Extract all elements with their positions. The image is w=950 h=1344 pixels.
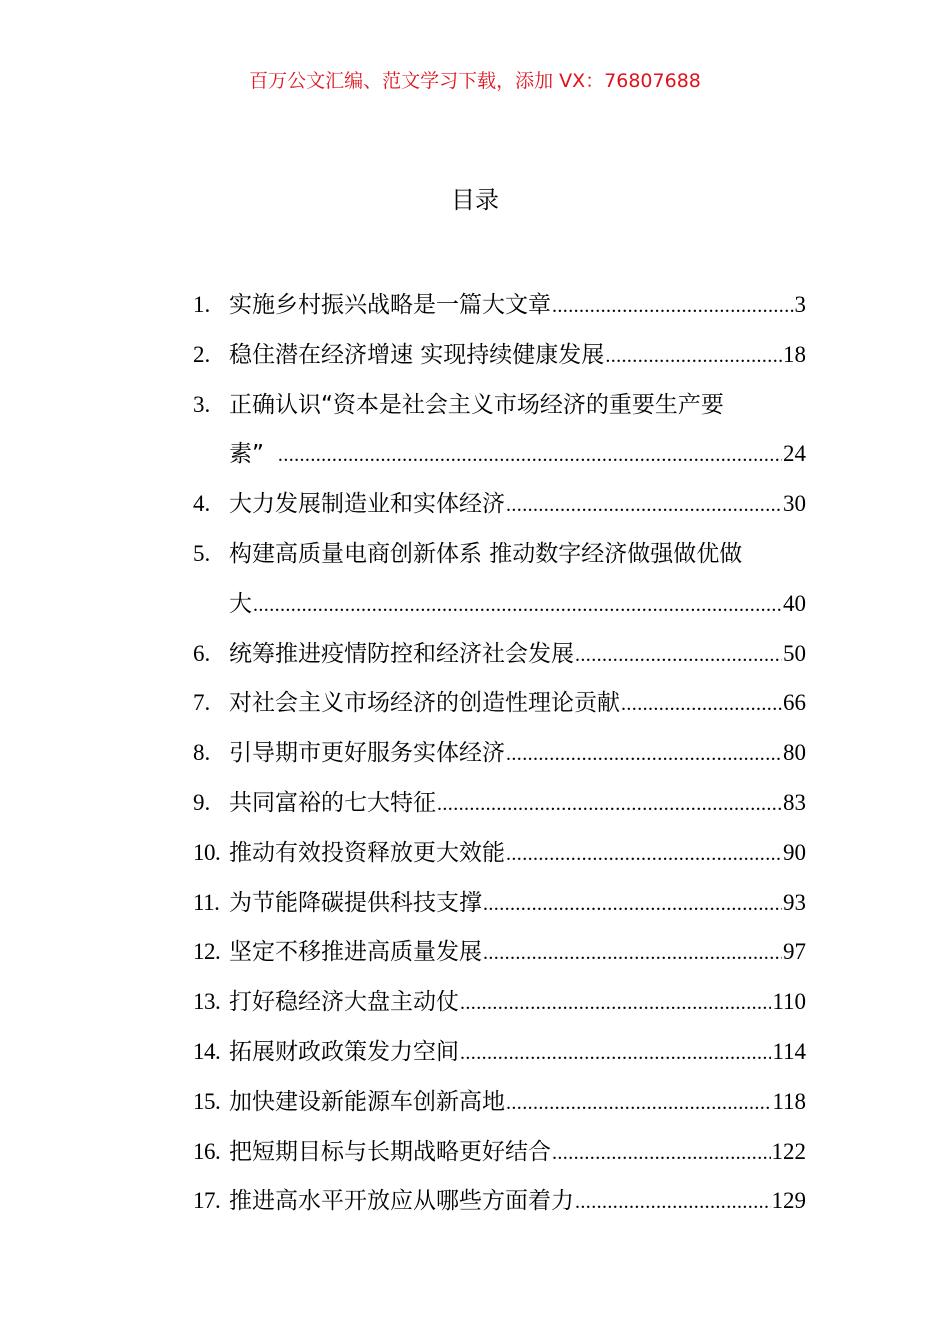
toc-entry[interactable]: [193, 728, 806, 778]
toc-entry[interactable]: [193, 1176, 806, 1226]
toc-entry-number: 16.: [193, 1138, 221, 1164]
toc-entry-page: 80: [783, 740, 806, 766]
toc-entry-page: 66: [783, 690, 806, 716]
toc-entry-number: 7.: [193, 690, 211, 716]
toc-entry-number: 14.: [193, 1038, 221, 1064]
toc-entry-page: 40: [783, 590, 806, 616]
toc-entry-number: 6.: [193, 640, 211, 666]
toc-entry[interactable]: [193, 479, 806, 529]
toc-entry-number: 9.: [193, 789, 211, 815]
toc-entry-title: 坚定不移推进高质量发展: [229, 939, 482, 966]
toc-entry[interactable]: [193, 828, 806, 878]
toc-entry-number: 12.: [193, 939, 221, 965]
dot-leader: [437, 780, 782, 828]
toc-entry-number: 10.: [193, 839, 221, 865]
toc-entry-page: 83: [783, 789, 806, 815]
toc-entry[interactable]: [193, 1077, 806, 1127]
toc-entry-title-line1: 构建高质量电商创新体系 推动数字经济做强做优做: [229, 540, 743, 567]
toc-entry-title-line1: 正确认识“资本是社会主义市场经济的重要生产要: [229, 391, 724, 418]
toc-entry[interactable]: [193, 977, 806, 1027]
dot-leader: [506, 830, 782, 878]
toc-entry-title: 稳住潜在经济增速 实现持续健康发展: [229, 341, 605, 368]
toc-entry-title: 对社会主义市场经济的创造性理论贡献: [229, 690, 620, 717]
toc-entry-number: 1.: [193, 292, 211, 317]
toc-entry-page: 114: [772, 1038, 806, 1064]
toc-entry-page: 30: [783, 491, 806, 517]
toc-entry[interactable]: [193, 778, 806, 828]
dot-leader: [506, 730, 782, 778]
dot-leader: [483, 880, 782, 928]
toc-entry-number: 4.: [193, 491, 211, 517]
toc-entry-title: 加快建设新能源车创新高地: [229, 1088, 505, 1115]
dot-leader: [483, 929, 782, 977]
toc-entry[interactable]: [193, 878, 806, 928]
toc-entry[interactable]: [193, 1127, 806, 1177]
toc-entry-title-line2: 素”: [229, 441, 264, 468]
watermark-banner: 百万公文汇编、范文学习下载，添加 VX：76807688: [249, 70, 701, 92]
toc-entry[interactable]: [193, 678, 806, 728]
toc-entry[interactable]: [193, 280, 806, 330]
toc-entry[interactable]: [193, 330, 806, 380]
toc-entry-number: 11.: [193, 889, 220, 915]
dot-leader: [460, 1029, 771, 1077]
toc-entry-number: 2.: [193, 341, 211, 367]
toc-entry-page: 97: [783, 939, 806, 965]
toc-entry-title: 拓展财政政策发力空间: [229, 1038, 459, 1065]
toc-entry-number: 3.: [193, 391, 211, 417]
dot-leader: [460, 979, 771, 1027]
dot-leader: [506, 1079, 771, 1127]
table-of-contents: [193, 280, 806, 1226]
dot-leader: [552, 282, 794, 330]
toc-entry-title: 为节能降碳提供科技支撑: [229, 889, 482, 916]
dot-leader: [278, 431, 782, 479]
toc-entry-page: 118: [772, 1088, 806, 1114]
toc-entry-number: 8.: [193, 740, 211, 766]
toc-entry-title: 统筹推进疫情防控和经济社会发展: [229, 640, 574, 667]
toc-entry-page: 50: [783, 640, 806, 666]
toc-entry-page: 90: [783, 839, 806, 865]
dot-leader: [506, 481, 782, 529]
toc-entry-title: 引导期市更好服务实体经济: [229, 740, 505, 767]
dot-leader: [575, 1178, 771, 1226]
toc-entry[interactable]: [193, 380, 806, 480]
page-title: 目录: [451, 186, 499, 214]
toc-entry-title-line2: 大: [229, 590, 252, 617]
toc-entry-number: 15.: [193, 1088, 221, 1114]
toc-entry-number: 5.: [193, 540, 211, 566]
toc-entry-title: 打好稳经济大盘主动仗: [229, 989, 459, 1016]
toc-entry-title: 推动有效投资释放更大效能: [229, 839, 505, 866]
dot-leader: [575, 631, 782, 679]
toc-entry-page: 18: [783, 341, 806, 367]
toc-entry-page: 110: [772, 989, 806, 1015]
toc-entry-page: 129: [771, 1188, 806, 1214]
toc-entry-page: 24: [783, 441, 806, 467]
toc-entry[interactable]: [193, 629, 806, 679]
dot-leader: [552, 1129, 771, 1177]
toc-entry-page: 93: [783, 889, 806, 915]
toc-entry-title: 大力发展制造业和实体经济: [229, 491, 505, 518]
toc-entry[interactable]: [193, 1027, 806, 1077]
toc-entry-page: 3: [794, 292, 806, 317]
toc-entry-title: 实施乡村振兴战略是一篇大文章: [229, 292, 551, 318]
dot-leader: [253, 581, 782, 629]
toc-entry-title: 推进高水平开放应从哪些方面着力: [229, 1188, 574, 1215]
dot-leader: [621, 680, 782, 728]
toc-entry[interactable]: [193, 529, 806, 629]
dot-leader: [605, 332, 782, 380]
toc-entry-page: 122: [771, 1138, 806, 1164]
toc-entry-number: 17.: [193, 1188, 221, 1214]
toc-entry-number: 13.: [193, 989, 221, 1015]
toc-entry[interactable]: [193, 927, 806, 977]
toc-entry-title: 把短期目标与长期战略更好结合: [229, 1138, 551, 1165]
toc-entry-title: 共同富裕的七大特征: [229, 789, 436, 816]
